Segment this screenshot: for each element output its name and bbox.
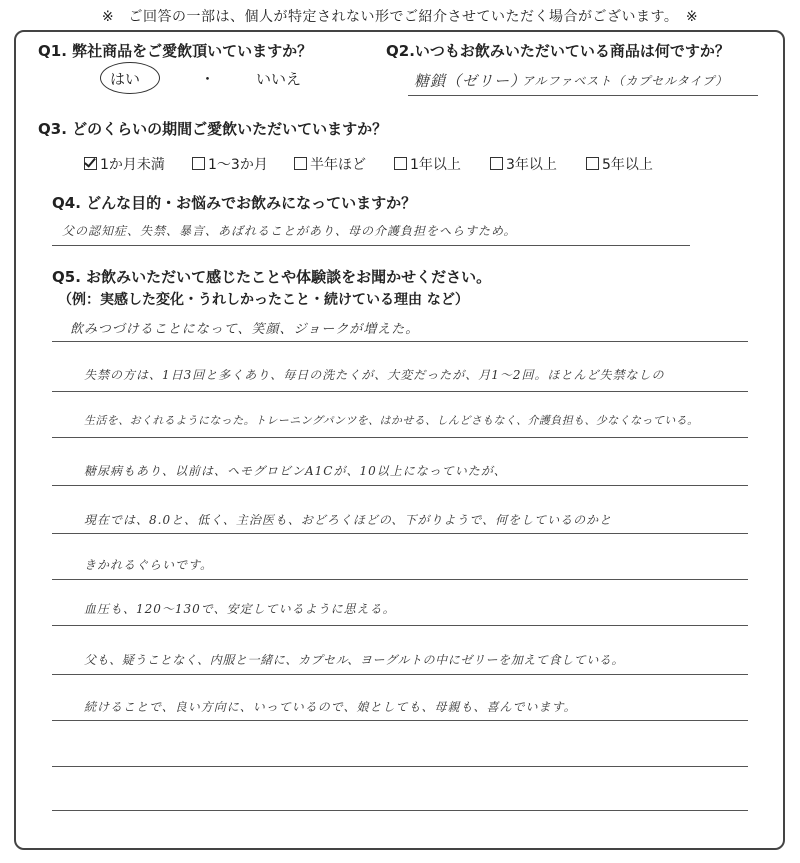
survey-form-frame (14, 30, 785, 850)
q3-option-5 (490, 154, 557, 174)
q5-example: （例：実感した変化・うれしかったこと・続けている理由 など） (58, 292, 469, 308)
q1-dot: ・ (200, 70, 216, 88)
q5-rule-7 (52, 625, 748, 626)
q5-label: Q5. お飲みいただいて感じたことや体験談をお聞かせください。 (52, 268, 492, 286)
q4-label: Q4. どんな目的・お悩みでお飲みになっていますか？ (52, 194, 417, 212)
q3-option-3-label: 半年ほど (310, 157, 366, 173)
checkbox-icon (394, 157, 407, 170)
q3-option-3 (294, 154, 366, 174)
checkbox-icon (586, 157, 599, 170)
q2-answer-rule (408, 95, 758, 96)
q5-rule-5 (52, 533, 748, 534)
q1-yes: はい (110, 70, 141, 88)
q2-answer-2: アルファベスト（カプセルタイプ） (522, 74, 729, 88)
q4-answer: 父の認知症、失禁、暴言、あばれることがあり、母の介護負担をへらすため。 (62, 224, 517, 238)
q3-option-2 (192, 154, 268, 174)
q5-line-2: 失禁の方は、1日3回と多くあり、毎日の洗たくが、大変だったが、月1～2回。ほとんど失禁なしの (84, 368, 665, 382)
q5-rule-11 (52, 810, 748, 811)
q5-line-6: きかれるぐらいです。 (84, 558, 214, 572)
q3-option-4-label: 1年以上 (410, 157, 461, 173)
q5-rule-9 (52, 720, 748, 721)
q5-rule-6 (52, 579, 748, 580)
q5-line-5: 現在では、8.0と、低く、主治医も、おどろくほどの、下がりようで、何をしているのかと (84, 513, 613, 527)
q4-answer-rule (52, 245, 690, 246)
q3-option-5-label: 3年以上 (506, 157, 557, 173)
q5-line-1: 飲みつづけることになって、笑顔、ジョークが増えた。 (70, 322, 420, 337)
q3-option-6 (586, 154, 653, 174)
checkbox-checked-icon (84, 157, 97, 170)
q5-line-9: 続けることで、良い方向に、いっているので、娘としても、母親も、喜んでいます。 (84, 700, 577, 714)
q5-rule-1 (52, 341, 748, 342)
q2-label: Q2.いつもお飲みいただいている商品は何ですか？ (386, 42, 730, 60)
q1-label: Q1. 弊社商品をご愛飲頂いていますか？ (38, 42, 313, 60)
q5-rule-8 (52, 674, 748, 675)
notice-text: ※ ご回答の一部は、個人が特定されない形でご紹介させていただく場合がございます。 ※ (101, 9, 699, 25)
q3-option-2-label: 1～3か月 (208, 157, 268, 173)
q5-line-8: 父も、疑うことなく、内服と一緒に、カプセル、ヨーグルトの中にゼリーを加えて食している。 (84, 653, 625, 667)
q1-no: いいえ (256, 70, 302, 88)
q5-rule-3 (52, 437, 748, 438)
q5-rule-10 (52, 766, 748, 767)
q5-line-3: 生活を、おくれるようになった。トレーニングパンツを、はかせる、しんどさもなく、介護負担も、少なくなっている。 (84, 414, 699, 427)
checkbox-icon (490, 157, 503, 170)
checkbox-icon (192, 157, 205, 170)
q3-option-4 (394, 154, 461, 174)
q5-rule-2 (52, 391, 748, 392)
q3-label: Q3. どのくらいの期間ご愛飲いただいていますか？ (38, 120, 388, 138)
q3-option-1-label: 1か月未満 (100, 157, 165, 173)
q5-line-7: 血圧も、120～130で、安定しているように思える。 (84, 602, 396, 616)
q2-answer-1: 糖鎖（ゼリー） (414, 72, 527, 90)
q5-line-4: 糖尿病もあり、以前は、ヘモグロビンA1Cが、10以上になっていたが、 (84, 464, 507, 478)
q5-rule-4 (52, 485, 748, 486)
q3-option-6-label: 5年以上 (602, 157, 653, 173)
q3-option-1 (84, 154, 165, 174)
checkbox-icon (294, 157, 307, 170)
